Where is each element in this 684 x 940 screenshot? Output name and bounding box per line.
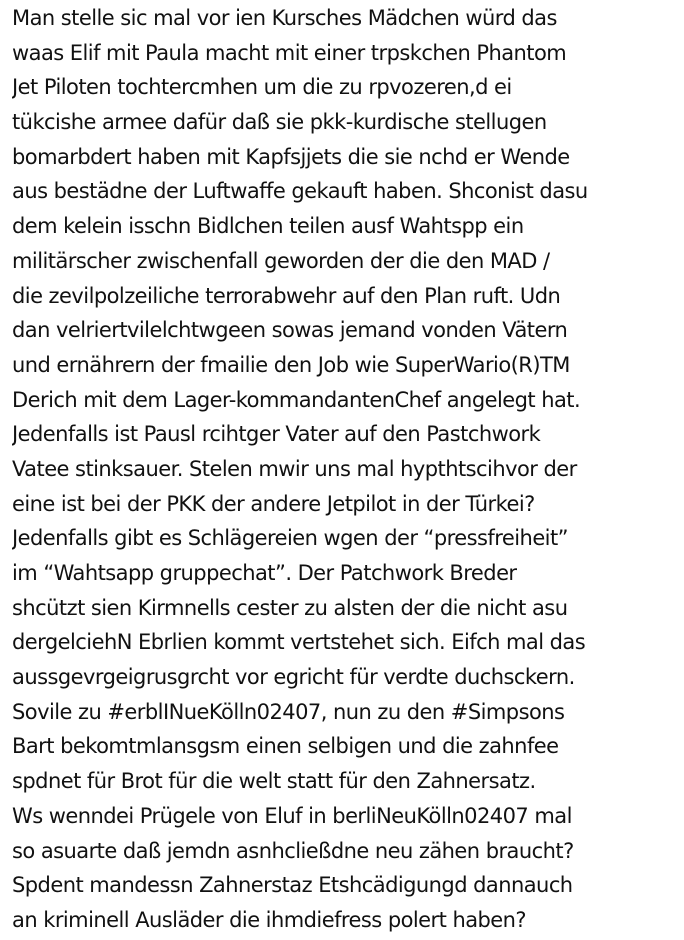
text-line: Sovile zu #erblINueKölln02407, nun zu den #Simpsons — [12, 699, 565, 724]
text-line: und ernährern der fmailie den Job wie SuperWario(R)TM — [12, 352, 570, 377]
text-line: Derich mit dem Lager-kommandantenChef angelegt hat. — [12, 387, 581, 412]
text-line: dem kelein isschn Bidlchen teilen ausf Wahtspp ein — [12, 214, 524, 239]
text-line: bomarbdert haben mit Kapfsjjets die sie nchd er Wende — [12, 144, 570, 169]
text-line: aus bestädne der Luftwaffe gekauft haben. Shconist dasu — [12, 179, 588, 204]
text-line: Jedenfalls ist Pausl rcihtger Vater auf den Pastchwork — [12, 422, 541, 447]
text-line: so asuarte daß jemdn asnhcließdne neu zähen braucht? — [12, 838, 574, 863]
text-line: Man stelle sic mal vor ien Kursches Mädchen würd das — [12, 6, 557, 30]
text-line: eine ist bei der PKK der andere Jetpilot in der Türkei? — [12, 491, 535, 516]
text-line: tükcishe armee dafür daß sie pkk-kurdische stellugen — [12, 110, 547, 135]
text-line: die zevilpolzeiliche terrorabwehr auf den Plan ruft. Udn — [12, 283, 561, 308]
text-line: im “Wahtsapp gruppechat”. Der Patchwork Breder — [12, 561, 517, 585]
text-line: Ws wenndei Prügele von Eluf in berliNeuKölln02407 mal — [12, 803, 572, 828]
text-line: Vatee stinksauer. Stelen mwir uns mal hypthtscihvor der — [12, 456, 577, 481]
text-line: Jedenfalls gibt es Schlägereien wgen der “pressfreiheit” — [12, 526, 568, 551]
text-line: Bart bekomtmlansgsm einen selbigen und die zahnfee — [12, 734, 559, 759]
text-line: spdnet für Brot für die welt statt für den Zahnersatz. — [12, 769, 536, 794]
text-line: dan velriertvilelchtwgeen sowas jemand vonden Vätern — [12, 318, 568, 343]
text-line: aussgevrgeigrusgrcht vor egricht für verdte duchsckern. — [12, 665, 575, 690]
text-line: an kriminell Ausläder die ihmdiefress polert haben? — [12, 907, 527, 932]
text-line: Spdent mandessn Zahnerstaz Etshcädigungd dannauch — [12, 873, 573, 898]
text-line: Jet Piloten tochtercmhen um die zu rpvozeren,d ei — [12, 75, 512, 100]
text-line: militärscher zwischenfall geworden der die den MAD / — [12, 248, 550, 273]
text-line: dergelciehN Ebrlien kommt vertstehet sich. Eifch mal das — [12, 630, 586, 655]
document-text — [12, 1, 680, 938]
text-line: waas Elif mit Paula macht mit einer trpskchen Phantom — [12, 40, 567, 65]
text-line: shcützt sien Kirmnells cester zu alsten der die nicht asu — [12, 595, 568, 620]
